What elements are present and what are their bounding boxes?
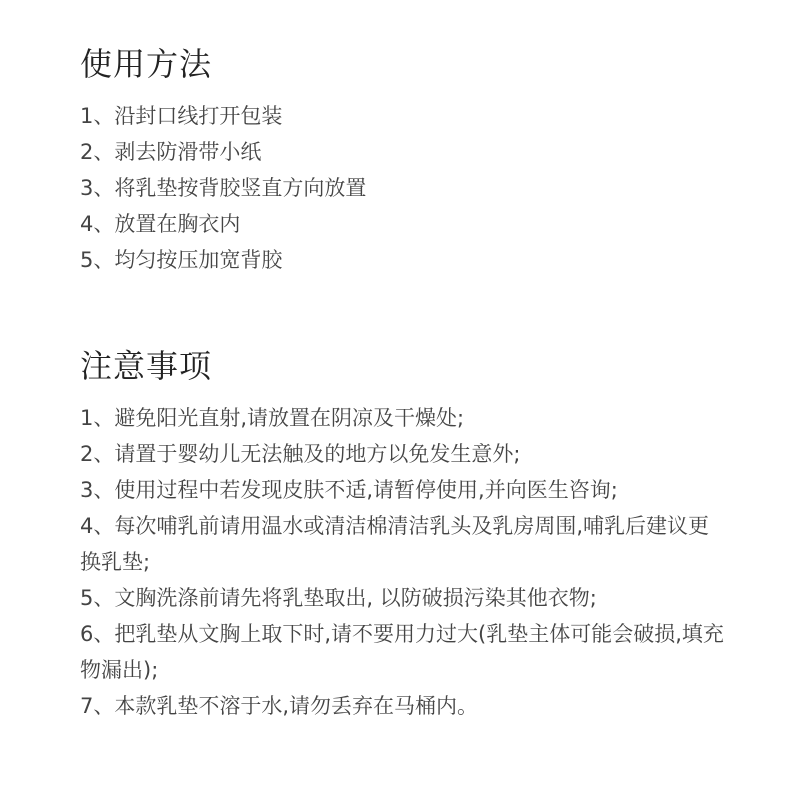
note-item: 3、使用过程中若发现皮肤不适,请暂停使用,并向医生咨询;	[80, 478, 618, 502]
note-item: 4、每次哺乳前请用温水或清洁棉清洁乳头及乳房周围,哺乳后建议更换乳垫;	[80, 514, 710, 574]
note-item: 2、请置于婴幼儿无法触及的地方以免发生意外;	[80, 442, 521, 466]
usage-steps-list	[80, 98, 730, 278]
notes-list	[80, 400, 730, 724]
notes-section	[80, 346, 730, 724]
note-item: 6、把乳垫从文胸上取下时,请不要用力过大(乳垫主体可能会破损,填充物漏出);	[80, 622, 724, 682]
note-item: 5、文胸洗涤前请先将乳垫取出, 以防破损污染其他衣物;	[80, 586, 597, 610]
usage-step: 4、放置在胸衣内	[80, 212, 241, 236]
usage-section	[80, 44, 730, 278]
usage-step: 1、沿封口线打开包装	[80, 104, 283, 128]
usage-step: 3、将乳垫按背胶竖直方向放置	[80, 176, 367, 200]
note-item: 7、本款乳垫不溶于水,请勿丢弃在马桶内。	[80, 694, 479, 718]
notes-title: 注意事项	[80, 347, 213, 385]
note-item: 1、避免阳光直射,请放置在阴凉及干燥处;	[80, 406, 465, 430]
usage-step: 2、剥去防滑带小纸	[80, 140, 262, 164]
usage-step: 5、均匀按压加宽背胶	[80, 248, 283, 272]
usage-title: 使用方法	[80, 45, 213, 83]
